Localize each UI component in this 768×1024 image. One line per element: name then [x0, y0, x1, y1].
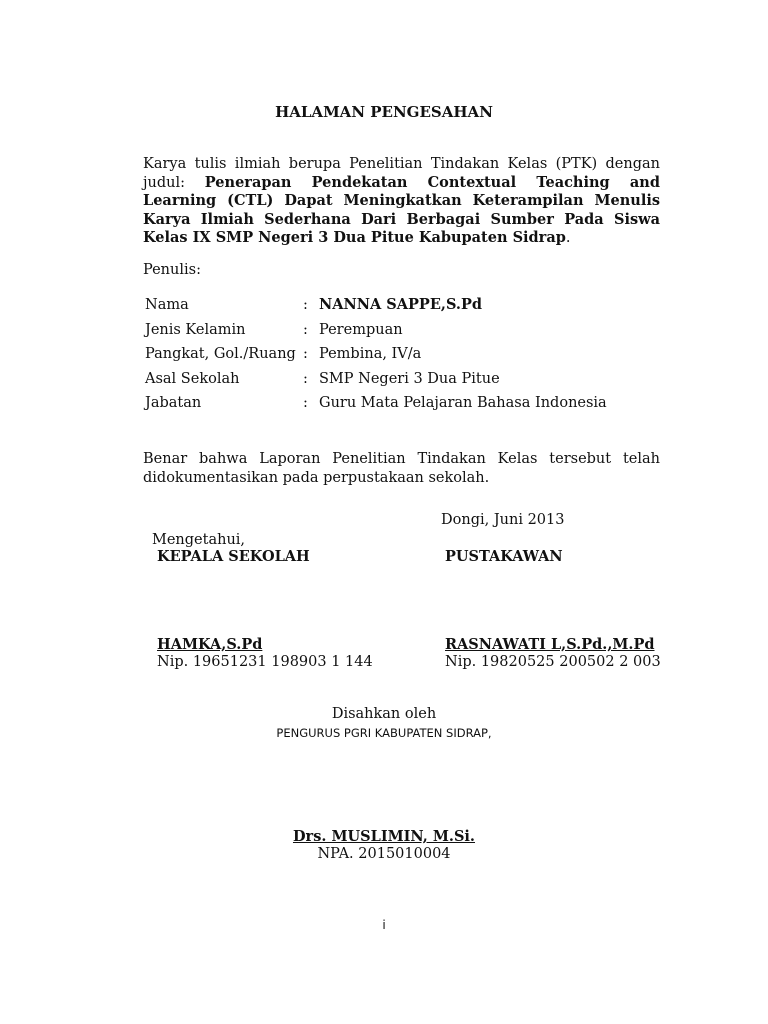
right-signer-position: PUSTAKAWAN — [445, 548, 563, 565]
intro-text: Karya tulis ilmiah berupa Penelitian Tindakan Kelas (PTK) dengan judul: — [143, 156, 660, 191]
author-info-row-rank — [145, 342, 607, 367]
author-heading: Penulis: — [143, 262, 201, 278]
approver-organization: PENGURUS PGRI KABUPATEN SIDRAP, — [276, 726, 492, 740]
info-colon: : — [303, 346, 308, 362]
page-title: HALAMAN PENGESAHAN — [275, 103, 493, 121]
info-value-position: Guru Mata Pelajaran Bahasa Indonesia — [319, 395, 607, 411]
approver-name: Drs. MUSLIMIN, M.Si. — [292, 828, 475, 845]
author-info-row-gender — [145, 318, 607, 343]
research-title: Penerapan Pendekatan Contextual Teaching and Learning (CTL) Dapat Meningkatkan Keterampilan Menulis Karya Ilmiah Sederhana Dari Berbagai Sumber Pada Siswa Kelas IX SMP Negeri 3 Dua Pitue Kabupaten Sidrap — [143, 173, 660, 246]
left-signer-nip: Nip. 19651231 198903 1 144 — [157, 654, 373, 670]
info-value-school: SMP Negeri 3 Dua Pitue — [319, 370, 500, 387]
right-signer-nip: Nip. 19820525 200502 2 003 — [445, 654, 661, 670]
info-colon: : — [303, 321, 308, 338]
info-label: Jenis Kelamin — [145, 321, 246, 338]
research-title-period: . — [565, 230, 571, 246]
acknowledged-label: Mengetahui, — [152, 532, 246, 548]
info-value-rank: Pembina, IV/a — [319, 346, 422, 362]
approver-npa: NPA. 2015010004 — [317, 846, 451, 862]
author-info-row-position — [145, 391, 607, 416]
info-label: Nama — [145, 297, 189, 313]
info-colon: : — [303, 395, 308, 411]
author-info-row-name — [145, 293, 607, 318]
left-signer-name: HAMKA,S.Pd — [157, 636, 263, 653]
place-date: Dongi, Juni 2013 — [441, 512, 565, 528]
info-label: Jabatan — [145, 395, 202, 411]
info-label: Pangkat, Gol./Ruang — [145, 346, 296, 362]
intro-paragraph — [143, 155, 660, 248]
author-info-table — [145, 293, 607, 416]
approved-by-label: Disahkan oleh — [331, 706, 437, 722]
author-info-row-school — [145, 367, 607, 392]
info-value-gender: Perempuan — [319, 321, 403, 338]
page-number: i — [382, 918, 386, 932]
info-value-name: NANNA SAPPE,S.Pd — [319, 296, 482, 313]
statement-paragraph: Benar bahwa Laporan Penelitian Tindakan Kelas tersebut telah didokumentasikan pada perpustakaan sekolah. — [143, 451, 660, 486]
info-label: Asal Sekolah — [145, 370, 240, 387]
info-colon: : — [303, 297, 308, 313]
right-signer-name: RASNAWATI L,S.Pd.,M.Pd — [445, 636, 655, 653]
info-colon: : — [303, 370, 308, 387]
left-signer-position: KEPALA SEKOLAH — [157, 548, 310, 565]
approver-name-wrap — [0, 828, 768, 845]
